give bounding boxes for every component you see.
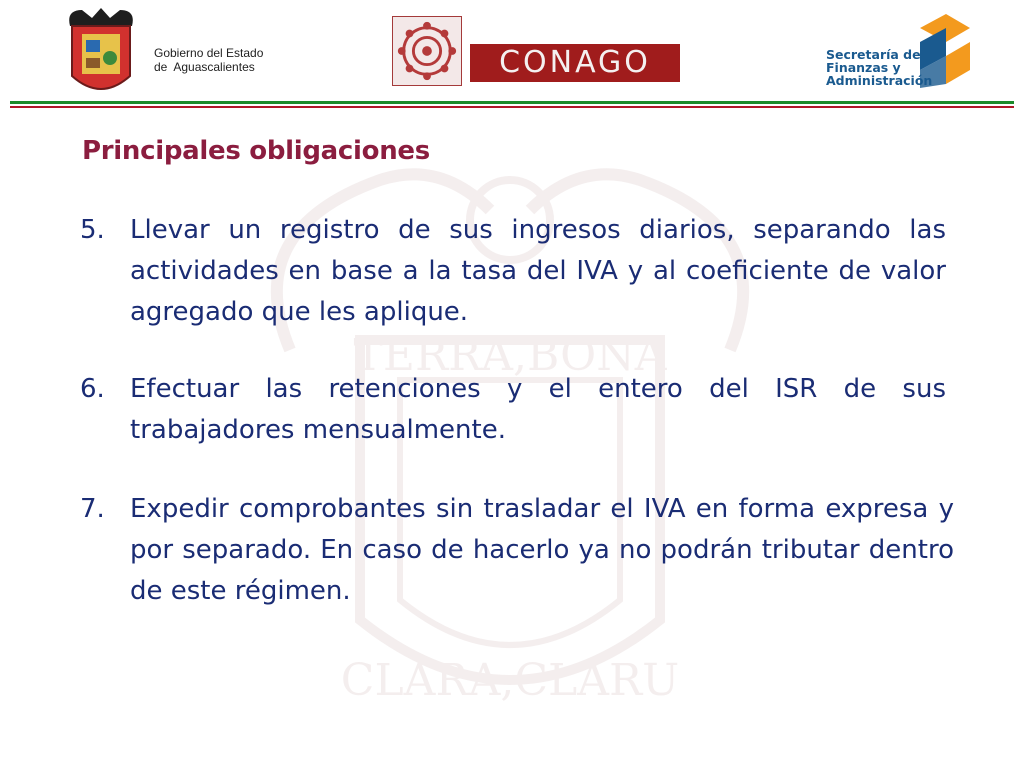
header-divider-green — [10, 101, 1014, 104]
watermark-top-text: TERRA,BONA — [353, 330, 667, 381]
slide-title: Principales obligaciones — [82, 136, 430, 166]
list-item-text: Expedir comprobantes sin trasladar el IVA en forma expresa y por separado. En caso de hacerlo ya no podrán tributar dentro de este régimen. — [130, 494, 954, 606]
list-item-text: Llevar un registro de sus ingresos diarios, separando las actividades en base a la tasa del IVA y al coeficiente de valor agregado que les aplique. — [130, 215, 946, 327]
list-item-number: 6. — [80, 374, 105, 404]
state-government-logo — [62, 6, 292, 100]
list-item — [80, 210, 946, 333]
list-item — [80, 369, 946, 451]
sfa-line-3: Administración — [826, 73, 933, 88]
sfa-line-2: Finanzas y — [826, 60, 901, 75]
sfa-line-1: Secretaría de — [826, 47, 921, 62]
list-item — [80, 489, 954, 612]
list-item-text: Efectuar las retenciones y el entero del ISR de sus trabajadores mensualmente. — [130, 374, 946, 445]
conago-label: CONAGO — [499, 45, 651, 80]
list-item-number: 7. — [80, 494, 105, 524]
header-divider-red — [10, 106, 1014, 108]
coat-of-arms-icon — [64, 6, 138, 102]
watermark-bottom-text: CLARA,CLARU — [340, 655, 680, 706]
gov-line-1: Gobierno del Estado — [154, 46, 264, 60]
list-item-number: 5. — [80, 215, 105, 245]
conago-logo — [392, 16, 682, 86]
gov-line-2: de Aguascalientes — [154, 60, 255, 74]
conago-banner — [470, 44, 680, 82]
conago-seal-icon — [392, 16, 462, 86]
sfa-logo — [824, 12, 974, 94]
